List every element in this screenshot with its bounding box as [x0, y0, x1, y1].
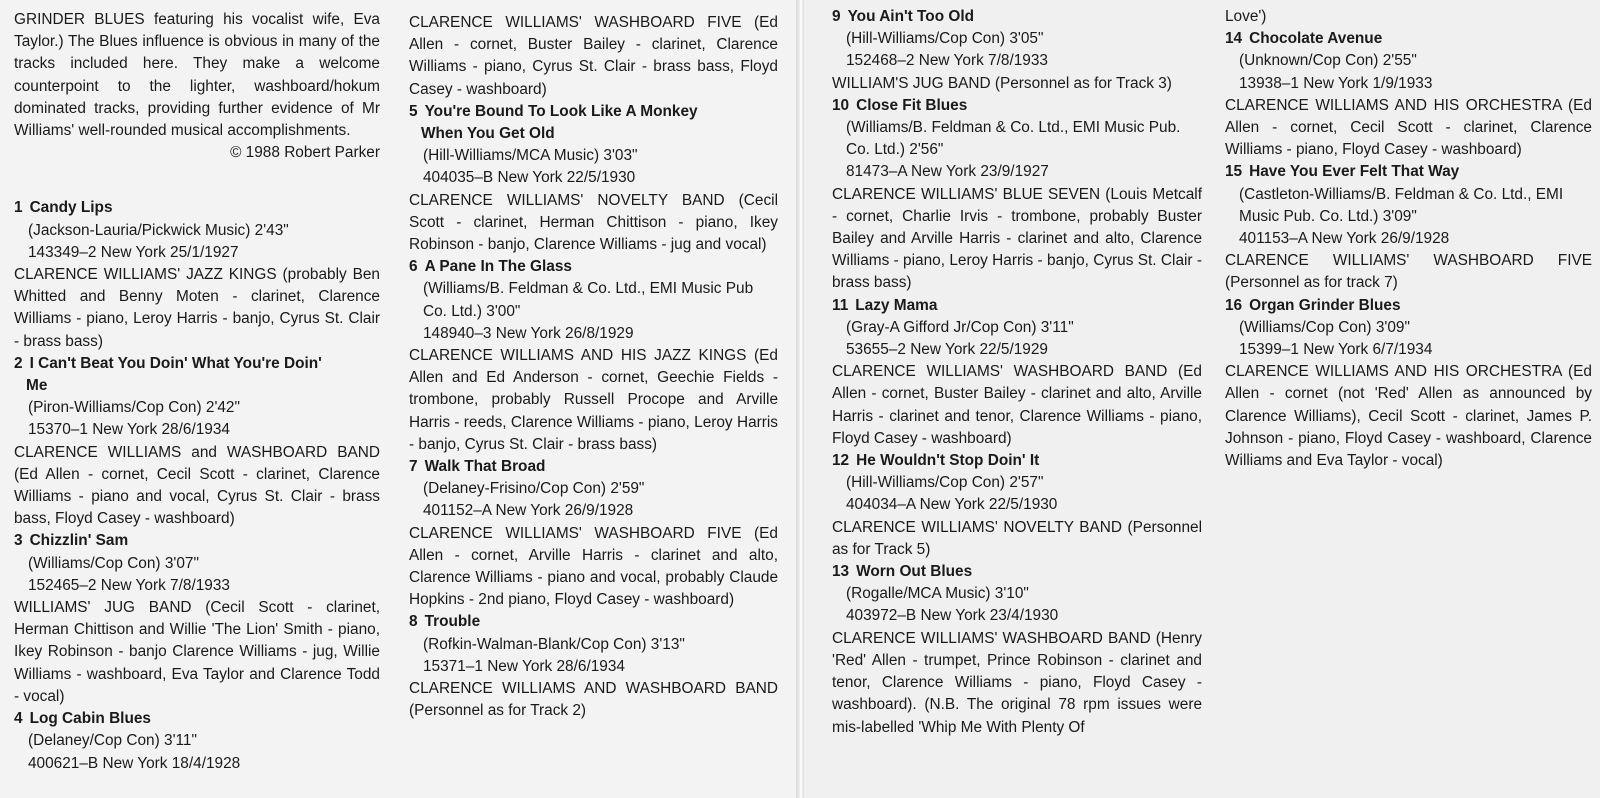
track-title: 14 Chocolate Avenue — [1225, 30, 1383, 48]
track-credit: (Rofkin-Walman-Blank/Cop Con) 3'13" — [423, 635, 685, 653]
column-4 — [1225, 0, 1592, 472]
track-personnel: WILLIAM'S JUG BAND (Personnel as for Track 3) — [832, 74, 1172, 92]
track-title: 13 Worn Out Blues — [832, 563, 973, 581]
track-8 — [409, 611, 778, 722]
column-3 — [832, 0, 1202, 739]
track-credit: (Williams/B. Feldman & Co. Ltd., EMI Music Pub Co. Ltd.) 3'00" — [423, 280, 754, 320]
track-4 — [14, 708, 380, 775]
track-title: 10 Close Fit Blues — [832, 96, 968, 114]
track-matrix: 400621–B New York 18/4/1928 — [28, 754, 241, 772]
track-matrix: 15399–1 New York 6/7/1934 — [1239, 341, 1433, 359]
track-title: 5 You're Bound To Look Like A Monkey — [409, 102, 698, 120]
track-16 — [1225, 295, 1592, 473]
track-11 — [832, 295, 1202, 450]
track-matrix: 13938–1 New York 1/9/1933 — [1239, 74, 1433, 92]
track-matrix: 152465–2 New York 7/8/1933 — [28, 576, 230, 594]
track-credit: (Delaney-Frisino/Cop Con) 2'59" — [423, 480, 645, 498]
track-matrix: 152468–2 New York 7/8/1933 — [846, 52, 1048, 70]
track-title: 7 Walk That Broad — [409, 458, 546, 476]
track-title: 11 Lazy Mama — [832, 296, 938, 314]
track-3 — [14, 530, 380, 708]
track-title: 2 I Can't Beat You Doin' What You're Doin' — [14, 354, 322, 372]
copyright-line: © 1988 Robert Parker — [230, 144, 380, 162]
column-1 — [14, 0, 380, 775]
track-personnel: CLARENCE WILLIAMS' WASHBOARD FIVE (Ed Allen - cornet, Buster Bailey - clarinet, Clarence Williams - piano, Cyrus St. Clair - brass bass, Floyd Casey - washboard) — [409, 14, 778, 98]
track-13-continuation: Love') — [1225, 8, 1267, 25]
track-matrix: 404035–B New York 22/5/1930 — [423, 169, 636, 187]
track-personnel: CLARENCE WILLIAMS' JAZZ KINGS (probably Ben Whitted and Benny Moten - clarinet, Clarence Williams - piano, Leroy Harris - banjo, Cyrus St. Clair - brass bass) — [14, 266, 380, 350]
track-personnel: CLARENCE WILLIAMS' NOVELTY BAND (Personnel as for Track 5) — [832, 518, 1202, 558]
track-13 — [832, 561, 1202, 739]
track-12 — [832, 450, 1202, 561]
track-credit: (Williams/B. Feldman & Co. Ltd., EMI Music Pub. Co. Ltd.) 2'56" — [846, 119, 1181, 159]
track-15 — [1225, 161, 1592, 294]
track-matrix: 148940–3 New York 26/8/1929 — [423, 324, 634, 342]
track-title-cont: Me — [26, 377, 48, 395]
track-personnel: CLARENCE WILLIAMS and WASHBOARD BAND (Ed Allen - cornet, Cecil Scott - clarinet, Clarence Williams - piano and vocal, Cyrus St. Clair - brass bass, Floyd Casey - washboard) — [14, 443, 380, 528]
track-personnel: CLARENCE WILLIAMS' BLUE SEVEN (Louis Metcalf - cornet, Charlie Irvis - trombone, probably Buster Bailey and Arville Harris - clarinet and alto, Clarence Williams - piano, Leroy Harris - banjo, Cyrus St. Clair - brass bass) — [832, 185, 1202, 292]
track-6 — [409, 256, 778, 456]
track-personnel: CLARENCE WILLIAMS' WASHBOARD BAND (Ed Allen - cornet, Buster Bailey - clarinet and alto, Arville Harris - clarinet and tenor, Clarence Williams - piano, Floyd Casey - washboard) — [832, 363, 1202, 447]
track-1 — [14, 197, 380, 352]
track-credit: (Hill-Williams/Cop Con) 3'05" — [846, 30, 1044, 48]
track-matrix: 403972–B New York 23/4/1930 — [846, 607, 1059, 625]
track-matrix: 81473–A New York 23/9/1927 — [846, 163, 1049, 181]
booklet-fold — [796, 0, 804, 798]
track-credit: (Rogalle/MCA Music) 3'10" — [846, 585, 1029, 603]
column-2 — [409, 0, 778, 723]
track-title: 15 Have You Ever Felt That Way — [1225, 163, 1460, 181]
track-personnel: CLARENCE WILLIAMS' WASHBOARD BAND (Henry 'Red' Allen - trumpet, Prince Robinson - clarinet and tenor, Clarence Williams - piano, Floyd Casey - washboard). (N.B. The original 78 rpm issues were mis-labelled 'Whip Me With Plenty Of — [832, 629, 1202, 736]
track-credit: (Castleton-Williams/B. Feldman & Co. Ltd., EMI Music Pub. Co. Ltd.) 3'09" — [1239, 185, 1564, 225]
track-matrix: 15370–1 New York 28/6/1934 — [28, 421, 230, 439]
track-credit: (Hill-Williams/MCA Music) 3'03" — [423, 147, 638, 165]
track-matrix: 404034–A New York 22/5/1930 — [846, 496, 1058, 514]
track-5 — [409, 101, 778, 256]
track-matrix: 53655–2 New York 22/5/1929 — [846, 341, 1048, 359]
track-9 — [832, 0, 1202, 95]
track-credit: (Williams/Cop Con) 3'07" — [28, 554, 199, 572]
track-title: 16 Organ Grinder Blues — [1225, 296, 1401, 314]
track-4-personnel — [409, 0, 778, 101]
track-title: 4 Log Cabin Blues — [14, 710, 151, 728]
track-title: 1 Candy Lips — [14, 199, 113, 217]
track-credit: (Delaney/Cop Con) 3'11" — [28, 732, 197, 750]
track-2 — [14, 353, 380, 531]
track-title: 6 A Pane In The Glass — [409, 258, 572, 276]
track-credit: (Unknown/Cop Con) 2'55" — [1239, 52, 1417, 70]
track-credit: (Gray-A Gifford Jr/Cop Con) 3'11" — [846, 318, 1074, 336]
track-title-cont: When You Get Old — [421, 125, 555, 143]
track-personnel: CLARENCE WILLIAMS AND HIS ORCHESTRA (Ed Allen - cornet, Cecil Scott - clarinet, Clarence Williams - piano, Floyd Casey - washboard) — [1225, 96, 1592, 159]
track-personnel: CLARENCE WILLIAMS AND HIS JAZZ KINGS (Ed Allen and Ed Anderson - cornet, Geechie Fields - trombone, probably Russell Procope and Arville Harris - reeds, Clarence Williams - piano, Leroy Harris - banjo, Cyrus St. Clair - brass bass) — [409, 347, 778, 453]
track-matrix: 15371–1 New York 28/6/1934 — [423, 657, 625, 675]
track-personnel: CLARENCE WILLIAMS' NOVELTY BAND (Cecil Scott - clarinet, Herman Chittison - piano, Ikey Robinson - banjo, Clarence Williams - jug and vocal) — [409, 191, 778, 254]
track-personnel: CLARENCE WILLIAMS' WASHBOARD FIVE (Ed Allen - cornet, Arville Harris - clarinet and alto, Clarence Williams - piano and vocal, probably Claude Hopkins - 2nd piano, Floyd Casey - washboard) — [409, 524, 778, 609]
track-credit: (Jackson-Lauria/Pickwick Music) 2'43" — [28, 221, 289, 239]
track-personnel: WILLIAMS' JUG BAND (Cecil Scott - clarinet, Herman Chittison and Willie 'The Lion' Smith - piano, Ikey Robinson - banjo Clarence Williams - jug, Willie Williams - washboard, Eva Taylor and Clarence Todd - vocal) — [14, 599, 380, 705]
track-matrix: 401153–A New York 26/9/1928 — [1239, 230, 1450, 248]
track-credit: (Piron-Williams/Cop Con) 2'42" — [28, 399, 240, 417]
track-title: 12 He Wouldn't Stop Doin' It — [832, 452, 1040, 470]
track-title: 3 Chizzlin' Sam — [14, 532, 129, 550]
track-14 — [1225, 28, 1592, 161]
track-title: 8 Trouble — [409, 613, 481, 631]
intro-text: GRINDER BLUES featuring his vocalist wife, Eva Taylor.) The Blues influence is obvious in many of the tracks included here. They make a welcome counterpoint to the lighter, washboard/hokum dominated tracks, providing further evidence of Mr Williams' well-rounded musical accomplishments. — [14, 11, 380, 140]
track-7 — [409, 456, 778, 611]
track-personnel: CLARENCE WILLIAMS AND HIS ORCHESTRA (Ed Allen - cornet (not 'Red' Allen as announced by Clarence Williams), Cecil Scott - clarinet, James P. Johnson - piano, Floyd Casey - washboard, Clarence Williams and Eva Taylor - vocal) — [1225, 363, 1592, 470]
track-personnel: CLARENCE WILLIAMS AND WASHBOARD BAND (Personnel as for Track 2) — [409, 680, 778, 720]
track-personnel: CLARENCE WILLIAMS' WASHBOARD FIVE (Personnel as for track 7) — [1225, 252, 1592, 292]
track-10 — [832, 95, 1202, 295]
track-credit: (Hill-Williams/Cop Con) 2'57" — [846, 474, 1044, 492]
track-title: 9 You Ain't Too Old — [832, 8, 975, 25]
track-matrix: 143349–2 New York 25/1/1927 — [28, 243, 239, 261]
track-matrix: 401152–A New York 26/9/1928 — [423, 502, 634, 520]
track-credit: (Williams/Cop Con) 3'09" — [1239, 318, 1410, 336]
